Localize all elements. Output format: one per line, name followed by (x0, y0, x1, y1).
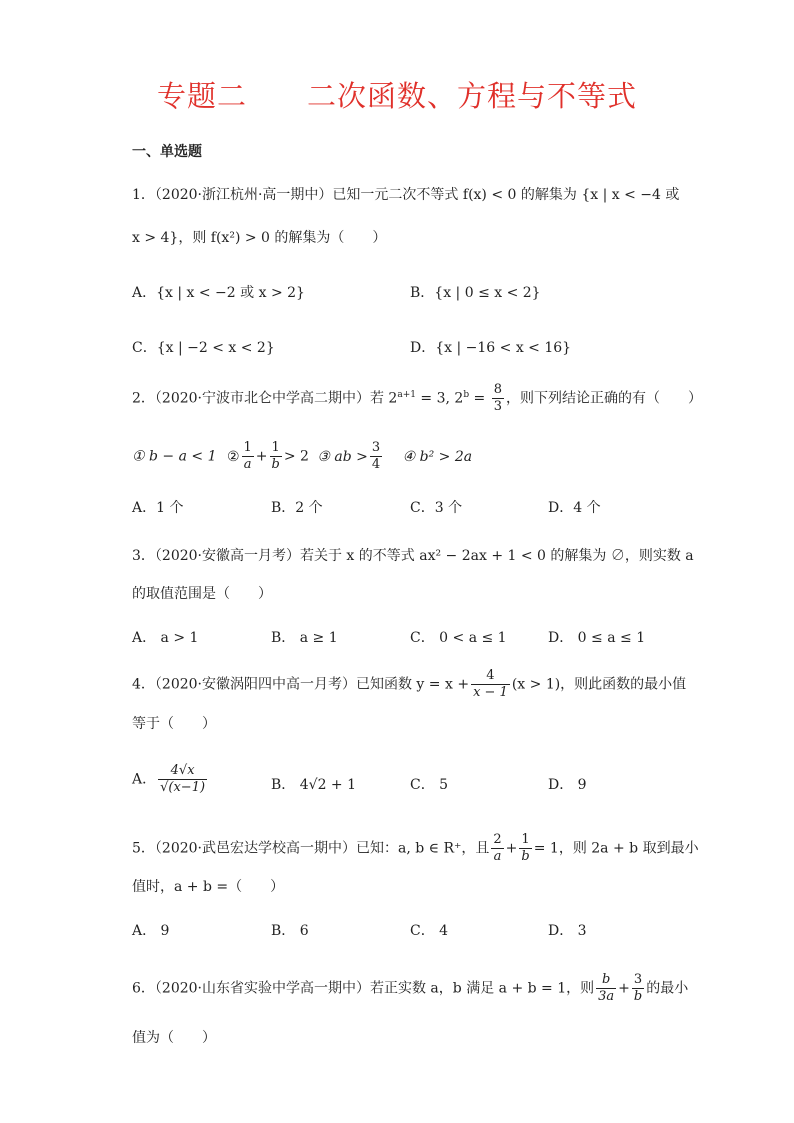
q2-s2-den1: a (243, 457, 252, 472)
q2-statement-1: ① b − a < 1 (132, 448, 217, 465)
q2-s3-frac (370, 440, 382, 473)
q2-text-b: = 3, 2 (415, 390, 464, 407)
q1-stem-line1: 1．（2020·浙江杭州·高一期中）已知一元二次不等式 f(x) < 0 的解集为 {x | x < −4 或 (132, 187, 680, 203)
q2-option-b: B．2 个 (271, 500, 323, 516)
q3-option-b: B． a ≥ 1 (271, 630, 338, 646)
q2-s3-den: 4 (371, 457, 381, 472)
q2-option-a: A．1 个 (132, 500, 184, 516)
q4-text-a: 4．（2020·安徽涡阳四中高一月考）已知函数 y = x + (132, 676, 470, 693)
q6-plus: + (618, 980, 630, 997)
q1-option-b: B．{x | 0 ≤ x < 2} (410, 285, 541, 301)
q2-text-d: ，则下列结论正确的有（ ） (506, 390, 703, 407)
q2-stem-line1 (132, 382, 702, 415)
q4-option-a-num: 4√x (158, 763, 207, 780)
q4-text-b: (x > 1)，则此函数的最小值 (511, 676, 687, 693)
q2-sup1: a+1 (397, 389, 416, 400)
q2-frac-den: 3 (493, 399, 503, 414)
q5-stem-line2: 值时，a + b =（ ） (132, 879, 285, 895)
q4-stem-line1 (132, 668, 686, 701)
q5-frac1-num: 2 (493, 832, 502, 847)
q6-text-a: 6．（2020·山东省实验中学高一期中）若正实数 a，b 满足 a + b = 1，则 (132, 980, 595, 997)
q2-s2-num2: 1 (270, 440, 282, 457)
q5-frac2-den: b (521, 849, 530, 864)
q2-option-d: D．4 个 (548, 500, 601, 516)
q2-s2-den2: b (271, 457, 280, 472)
q5-stem-line1 (132, 832, 699, 865)
section-heading: 一、单选题 (132, 144, 202, 160)
q2-fraction (492, 382, 504, 415)
q4-stem-line2: 等于（ ） (132, 716, 216, 732)
q1-option-c: C．{x | −2 < x < 2} (132, 340, 275, 356)
q4-option-b: B． 4√2 + 1 (271, 777, 357, 793)
q2-statements (132, 440, 472, 473)
q6-text-b: 的最小 (646, 980, 689, 997)
q2-sup2: b (463, 389, 470, 400)
q2-s2-frac2 (270, 440, 282, 473)
q5-option-b: B． 6 (271, 923, 309, 939)
q2-statement-2-label: ② (226, 448, 240, 465)
q5-frac1 (491, 832, 503, 865)
q2-s2-num1: 1 (243, 440, 252, 455)
q4-option-a-fraction (158, 763, 207, 796)
q4-option-a-label: A． (132, 771, 157, 788)
q3-option-d: D． 0 ≤ a ≤ 1 (548, 630, 646, 646)
q4-fraction (471, 668, 510, 701)
q2-s2-rhs: > 2 (283, 448, 309, 465)
q2-statement-4: ④ b² > 2a (402, 448, 473, 465)
q5-frac2-num: 1 (519, 832, 531, 849)
q4-option-c: C． 5 (410, 777, 449, 793)
q5-frac1-den: a (493, 849, 502, 864)
q4-frac-num: 4 (471, 668, 510, 685)
q3-option-a: A． a > 1 (132, 630, 199, 646)
q3-stem-line1: 3．（2020·安徽高一月考）若关于 x 的不等式 ax² − 2ax + 1 < 0 的解集为 ∅，则实数 a (132, 548, 694, 564)
q6-frac1 (596, 972, 616, 1005)
q6-frac1-num: b (596, 972, 616, 989)
q4-option-a (132, 763, 209, 796)
q6-frac2-den: b (633, 989, 643, 1004)
q2-s3-num: 3 (371, 440, 381, 455)
q5-text-b: = 1，则 2a + b 取到最小 (533, 840, 699, 857)
q2-text-c: = (469, 390, 490, 407)
page-title: 专题二 二次函数、方程与不等式 (156, 79, 637, 113)
q3-option-c: C． 0 < a ≤ 1 (410, 630, 507, 646)
q2-s2-plus: + (255, 448, 268, 465)
q2-s2-frac1 (242, 440, 254, 473)
q5-frac2 (519, 832, 531, 865)
q2-frac-num: 8 (493, 382, 503, 397)
q5-option-c: C． 4 (410, 923, 449, 939)
q6-frac1-den: 3a (598, 989, 615, 1004)
q6-frac2-num: 3 (632, 972, 644, 989)
q2-text-a: 2．（2020·宁波市北仑中学高二期中）若 2 (132, 390, 398, 407)
q5-option-a: A． 9 (132, 923, 170, 939)
q5-plus: + (505, 840, 518, 857)
q6-frac2 (632, 972, 644, 1005)
q4-option-a-den: √(x−1) (160, 780, 206, 795)
q1-option-d: D．{x | −16 < x < 16} (410, 340, 572, 356)
q6-stem-line1 (132, 972, 688, 1005)
q5-option-d: D． 3 (548, 923, 587, 939)
q1-option-a: A．{x | x < −2 或 x > 2} (132, 285, 305, 301)
q2-statement-3: ③ ab > (317, 448, 368, 465)
q5-text-a: 5．（2020·武邑宏达学校高一期中）已知：a, b ∈ R⁺，且 (132, 840, 490, 857)
q3-stem-line2: 的取值范围是（ ） (132, 586, 272, 602)
q2-option-c: C．3 个 (410, 500, 463, 516)
q6-stem-line2: 值为（ ） (132, 1030, 216, 1046)
q1-stem-line2: x > 4}，则 f(x²) > 0 的解集为（ ） (132, 230, 387, 246)
q4-frac-den: x − 1 (473, 685, 508, 700)
q4-option-d: D． 9 (548, 777, 587, 793)
